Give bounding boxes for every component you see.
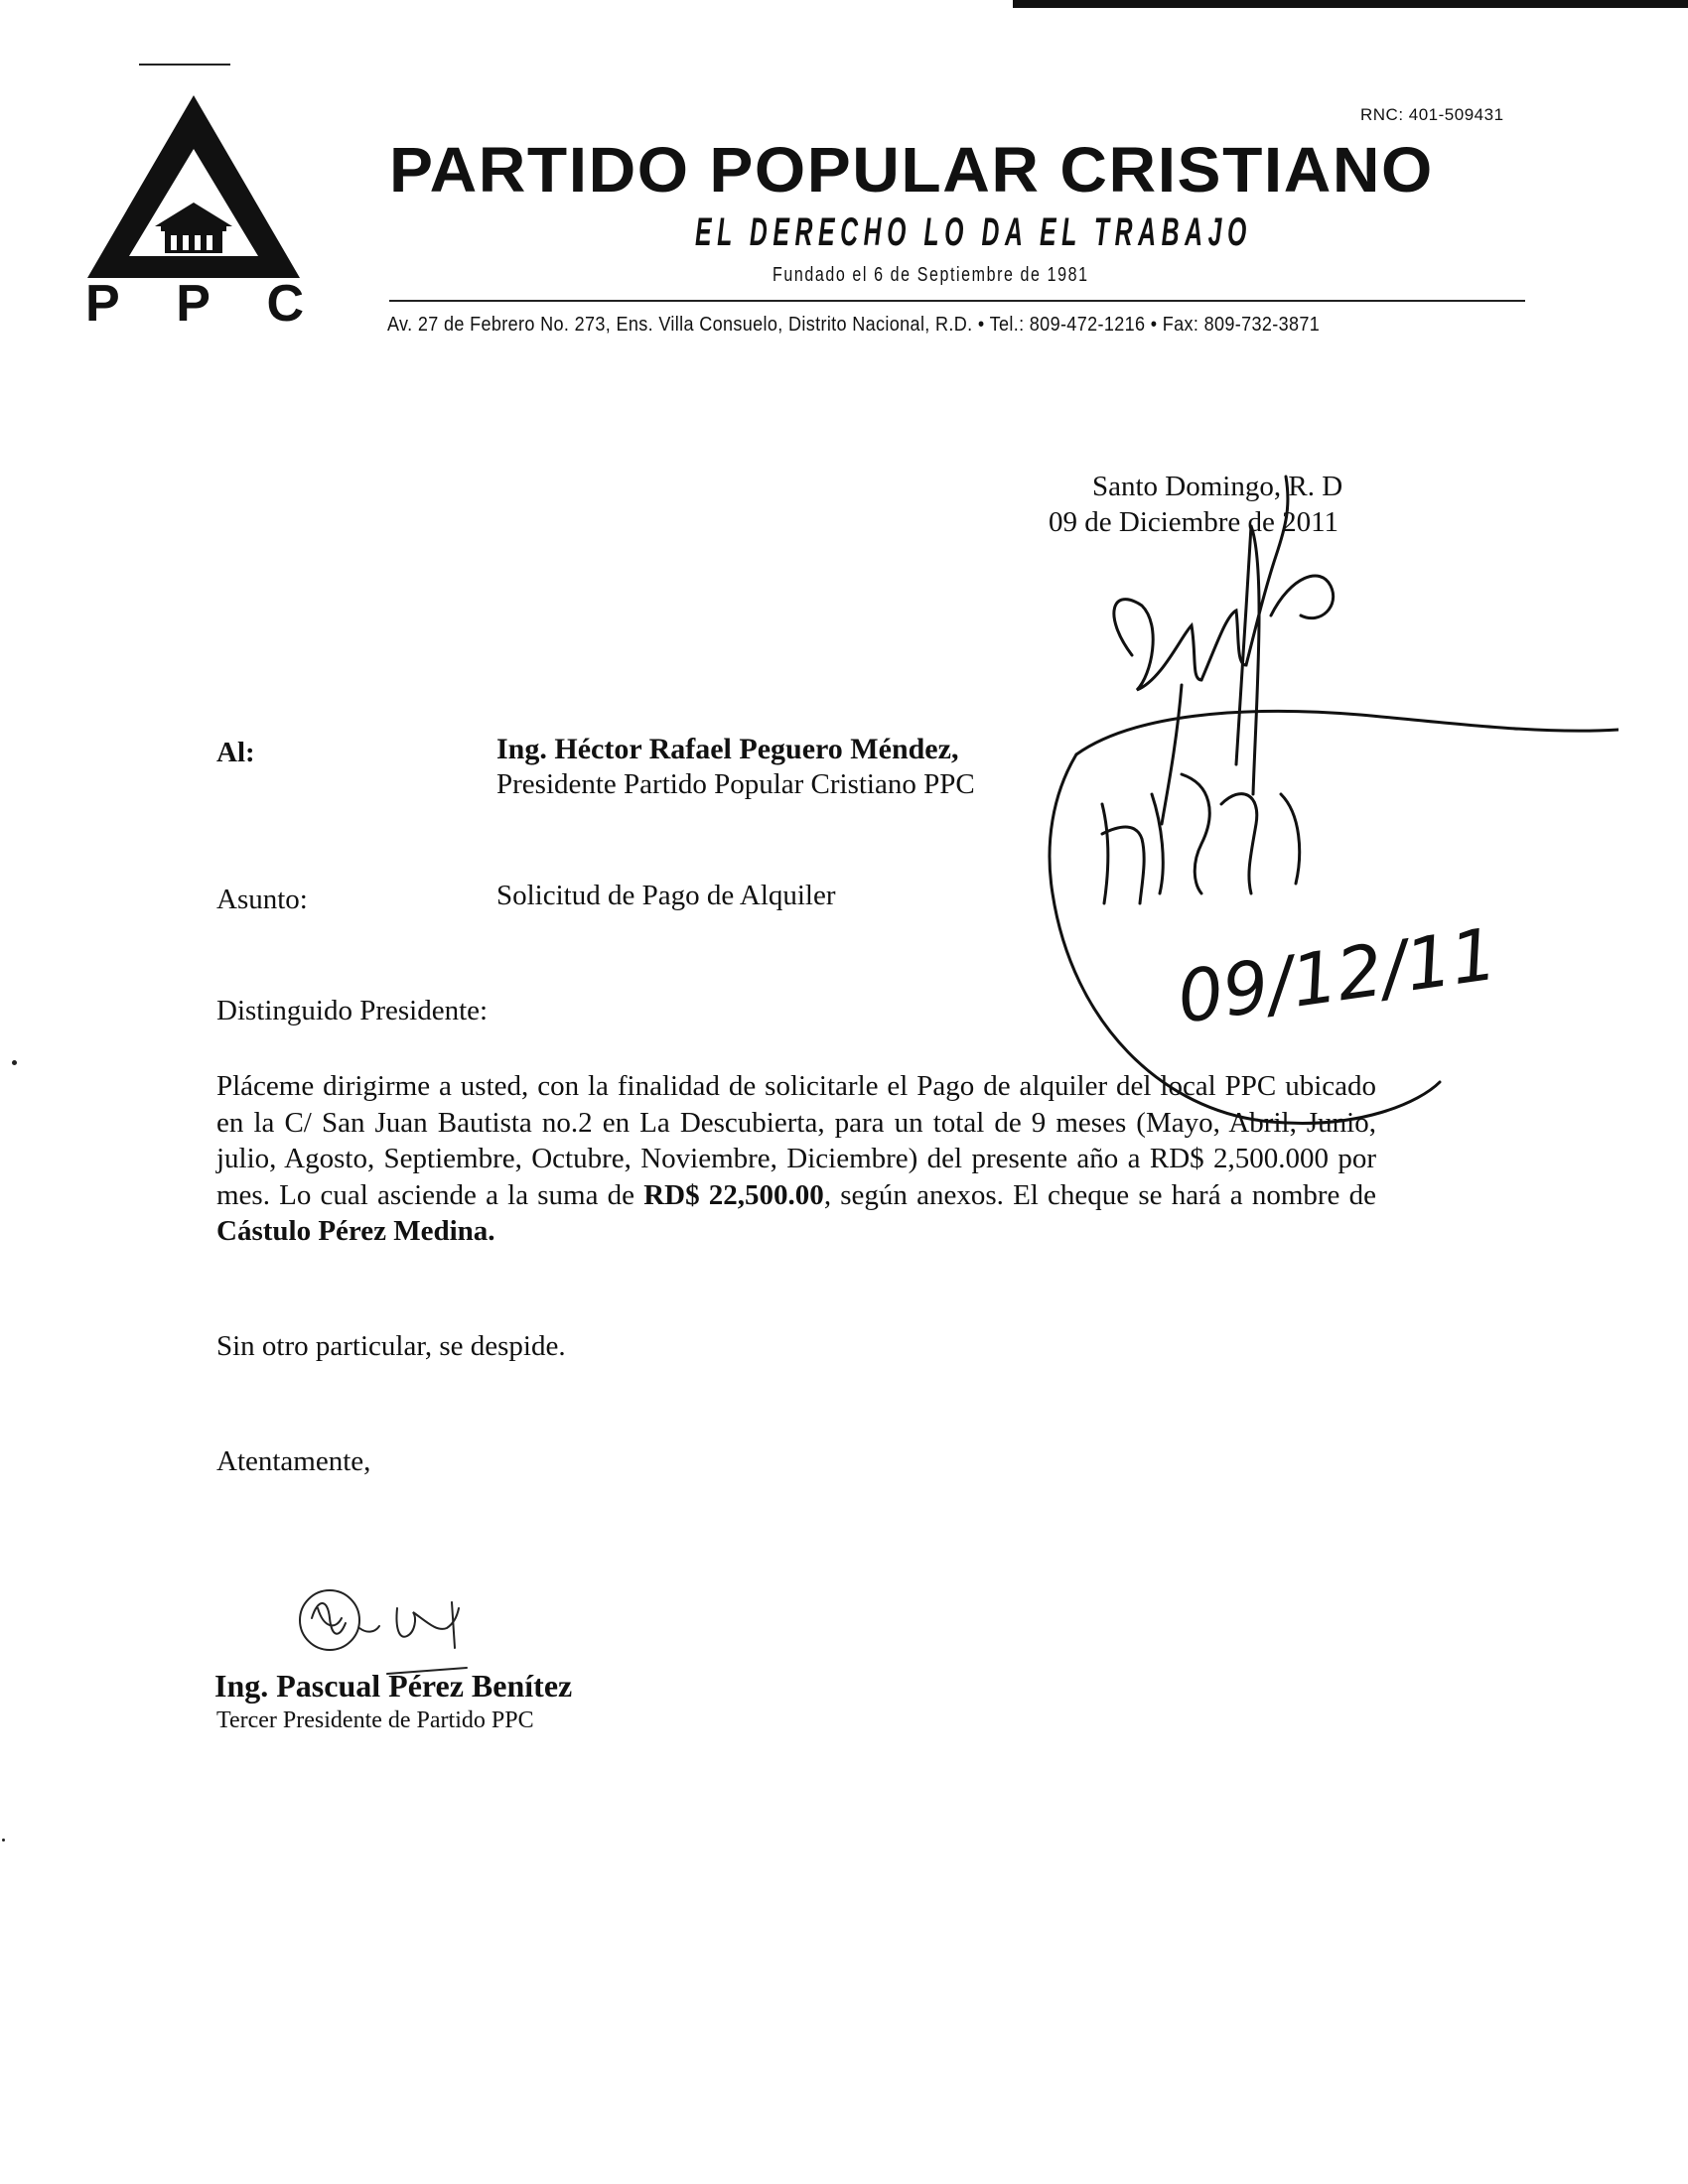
- subject-label: Asunto:: [216, 884, 308, 915]
- logo-letter-p2: P: [176, 275, 211, 333]
- scan-speck: [12, 1060, 17, 1065]
- regards-line: Atentamente,: [216, 1445, 371, 1477]
- letter-body: [216, 1068, 1376, 1250]
- signer-title: Tercer Presidente de Partido PPC: [216, 1707, 534, 1733]
- signer-signature: [288, 1578, 496, 1678]
- rnc-number: RNC: 401-509431: [1360, 105, 1504, 124]
- recipient-title: Presidente Partido Popular Cristiano PPC: [496, 768, 975, 800]
- greeting: Distinguido Presidente:: [216, 995, 489, 1026]
- logo-mark-dash: [139, 64, 230, 66]
- recipient-label: Al:: [216, 737, 255, 768]
- dateline-date: 09 de Diciembre de 2011: [1049, 506, 1339, 538]
- subject-text: Solicitud de Pago de Alquiler: [496, 880, 836, 911]
- party-motto: EL DERECHO LO DA EL TRABAJO: [695, 210, 1252, 254]
- logo-letter-c: C: [266, 275, 304, 333]
- body-amount: RD$ 22,500.00: [643, 1178, 824, 1211]
- party-name: PARTIDO POPULAR CRISTIANO: [389, 134, 1434, 205]
- logo-letters: [85, 274, 304, 334]
- recipient-name: Ing. Héctor Rafael Peguero Méndez,: [496, 733, 959, 765]
- founded-date: Fundado el 6 de Septiembre de 1981: [773, 264, 1089, 286]
- ppc-triangle-logo: [83, 91, 304, 290]
- top-edge-rule: [1013, 0, 1688, 8]
- logo-letter-p1: P: [85, 275, 120, 333]
- letterhead-divider: [389, 300, 1525, 302]
- closing-line: Sin otro particular, se despide.: [216, 1330, 566, 1362]
- signer-name: Ing. Pascual Pérez Benítez: [214, 1668, 573, 1704]
- body-text-part-1: Pláceme dirigirme a usted, con la finalidad de solicitarle el Pago de alquiler del local PPC ubicado en la C/ San Juan Bautista no.2 en La Descubierta, para un total de 9 meses (Mayo, Abril, Junio, julio, Agosto, Septiembre, Octubre, Noviembre, Diciembre) del presente año a RD$ 2,500.000 por mes. Lo cual asciende a la suma de: [216, 1070, 1376, 1211]
- body-payee: Cástulo Pérez Medina.: [216, 1215, 495, 1247]
- dateline-place: Santo Domingo, R. D: [1092, 471, 1343, 502]
- scan-speck: [2, 1839, 5, 1842]
- handwritten-date-note: 09/12/11: [1172, 911, 1502, 1039]
- address-line: Av. 27 de Febrero No. 273, Ens. Villa Consuelo, Distrito Nacional, R.D. • Tel.: 809-472-1216 • Fax: 809-732-3871: [387, 313, 1321, 336]
- body-text-part-2: , según anexos. El cheque se hará a nombre de: [823, 1178, 1376, 1211]
